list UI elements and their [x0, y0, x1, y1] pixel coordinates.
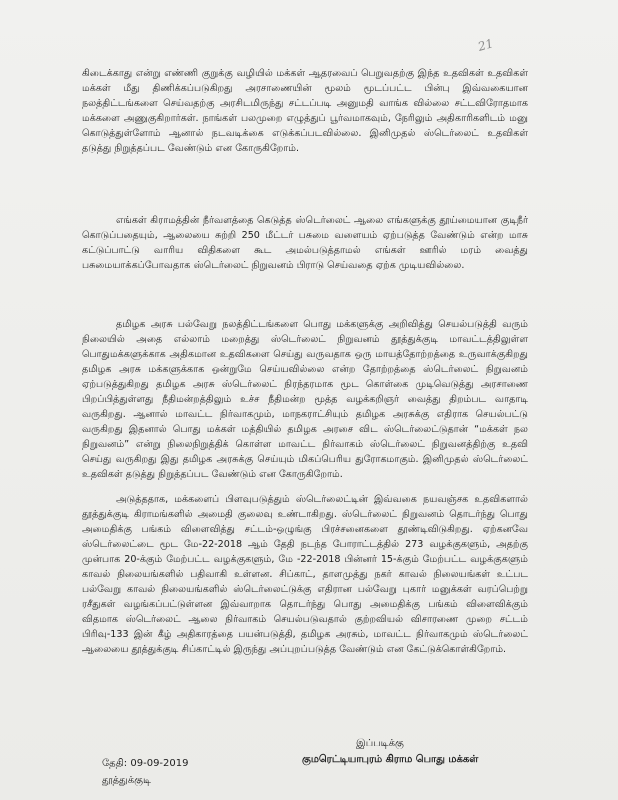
- handwritten-page-number: 21: [476, 36, 495, 54]
- date-value: 09-09-2019: [130, 758, 189, 769]
- paragraph-1: கிடைக்காது என்று எண்ணி குறுக்கு வழியில் மக்கள் ஆதரவைப் பெறுவதற்கு இந்த உதவிகள் உதவிகள் மக்கள் மீது திணிக்கப்படுகிறது அரசாணையின் மூலம் மூடப்பட்ட பின்பு இவ்வகையான நலத்திட்டங்களை செய்வதற்கு அரசிடமிருந்து சட்டப்படி அனுமதி வாங்க வில்லை சட்டவிரோதமாக மக்களை அணுகுகிறார்கள். நாங்கள் பலமுறை எழுத்துப் பூர்வமாகவும், நேரிலும் அதிகாரிகளிடம் மனு கொடுத்துள்ளோம் ஆனால் நடவடிக்கை எடுக்கப்படவில்லை. இனிமுதல் ஸ்டெர்லைட் உதவிகள் தடுத்து நிறுத்தப்பட வேண்டும் என கோருகிறோம்.: [82, 68, 528, 154]
- signatory: குமரெட்டியாபுரம் கிராம பொது மக்கள்: [302, 754, 479, 765]
- paragraph-3: தமிழக அரசு பல்வேறு நலத்திட்டங்களை பொது மக்களுக்கு அறிவித்து செயல்படுத்தி வரும் நிலையில் அதை எல்லாம் மறைத்து ஸ்டெர்லைட் நிறுவனம் தூத்துக்குடி மாவட்டத்திலுள்ள பொதுமக்களுக்காக அதிகமான உதவிகளை செய்து வருவதாக ஒரு மாயத்தோற்றத்தை உருவாக்குகிறது தமிழக அரசு மக்களுக்காக ஒன்றுமே செய்யவில்லை என்ற தோற்றத்தை ஸ்டெர்லைட் நிறுவனம் ஏற்படுத்துகிறது தமிழக அரசு ஸ்டெர்லைட் நிரந்தரமாக மூட கொள்கை முடிவெடுத்து அரசாணை பிறப்பித்துள்ளது நீதிமன்றத்திலும் உச்ச நீதிமன்ற மூத்த வழக்கறிஞர் வைத்து திறம்பட வாதாடி வருகிறது. ஆனால் மாவட்ட நிர்வாகமும், மாநகராட்சியும் தமிழக அரசுக்கு எதிராக செயல்பட்டு வருகிறது இதனால் பொது மக்கள் மத்தியில் தமிழக அரசை விட ஸ்டெர்லைட்டுதான் “மக்கள் நல நிறுவனம்” என்று நிலைநிறுத்திக் கொள்ள மாவட்ட நிர்வாகம் ஸ்டெர்லைட் நிறுவனத்திற்கு உதவி செய்து வருகிறது இது தமிழக அரசுக்கு செய்யும் மிகப்பெரிய துரோகமாகும். இனிமுதல் ஸ்டெர்லைட் உதவிகள் தடுத்து நிறுத்தப்பட வேண்டும் என கோருகிறோம்.: [82, 319, 528, 480]
- paragraph-4: அடுத்ததாக, மக்களைப் பிளவுபடுத்தும் ஸ்டெர்லைட்டின் இவ்வகை நயவஞ்சக உதவிகளால் தூத்துக்குடி கிராமங்களில் அமைதி குலைவு உண்டாகிறது. ஸ்டெர்லைட் நிறுவனம் தொடர்ந்து பொது அமைதிக்கு பங்கம் விளைவித்து சட்டம்-ஒழுங்கு பிரச்சனைகளை தூண்டிவிடுகிறது. ஏற்கனவே ஸ்டெர்லைட்டை மூட மே-22-2018 ஆம் தேதி நடந்த போராட்டத்தில் 273 வழக்குகளும், அதற்கு முன்பாக 20-க்கும் மேற்பட்ட வழக்குகளும், மே -22-2018 பின்னர் 15-க்கும் மேற்பட்ட வழக்குகளும் காவல் நிலையங்களில் பதிவாகி உள்ளன. சிப்காட், தாளமுத்து நகர் காவல் நிலையங்கள் உட்பட பல்வேறு காவல் நிலையங்களில் ஸ்டெர்லைட்டுக்கு எதிரான பல்வேறு புகார் மனுக்கள் வரப்பெற்று ரசீதுகள் வழங்கப்பட்டுள்ளன இவ்வாறாக தொடர்ந்து பொது அமைதிக்கு பங்கம் விளைவிக்கும் விதமாக ஸ்டெர்லைட் ஆலை நிர்வாகம் செயல்படுவதால் குற்றவியல் விசாரணை முறை சட்டம் பிரிவு-133 இன் கீழ் அதிகாரத்தை பயன்படுத்தி, தமிழக அரசும், மாவட்ட நிர்வாகமும் ஸ்டெர்லைட் ஆலையை தூத்துக்குடி சிப்காட்டில் இருந்து அப்புறப்படுத்த வேண்டும் என கேட்டுக்கொள்கிறோம்.: [82, 494, 528, 655]
- sign-off: இப்படிக்கு: [356, 738, 404, 749]
- place: தூத்துக்குடி: [102, 775, 151, 786]
- date-label: தேதி:: [102, 758, 128, 769]
- date-line: [102, 758, 189, 770]
- paragraph-2: எங்கள் கிராமத்தின் நீர்வளத்தை கெடுத்த ஸ்டெர்லைட் ஆலை எங்களுக்கு தூய்மையான குடிநீர் கொடுப்பதையும், ஆலையை சுற்றி 250 மீட்டர் பசுமை வளையம் ஏற்படுத்த வேண்டும் என்ற மாசு கட்டுப்பாட்டு வாரிய விதிகளை கூட அமல்படுத்தாமல் எங்கள் ஊரில் மரம் வைத்து பசுமையாக்கப்போவதாக ஸ்டெர்லைட் நிறுவனம் பிராடு செய்வதை ஏற்க முடியவில்லை.: [82, 215, 528, 271]
